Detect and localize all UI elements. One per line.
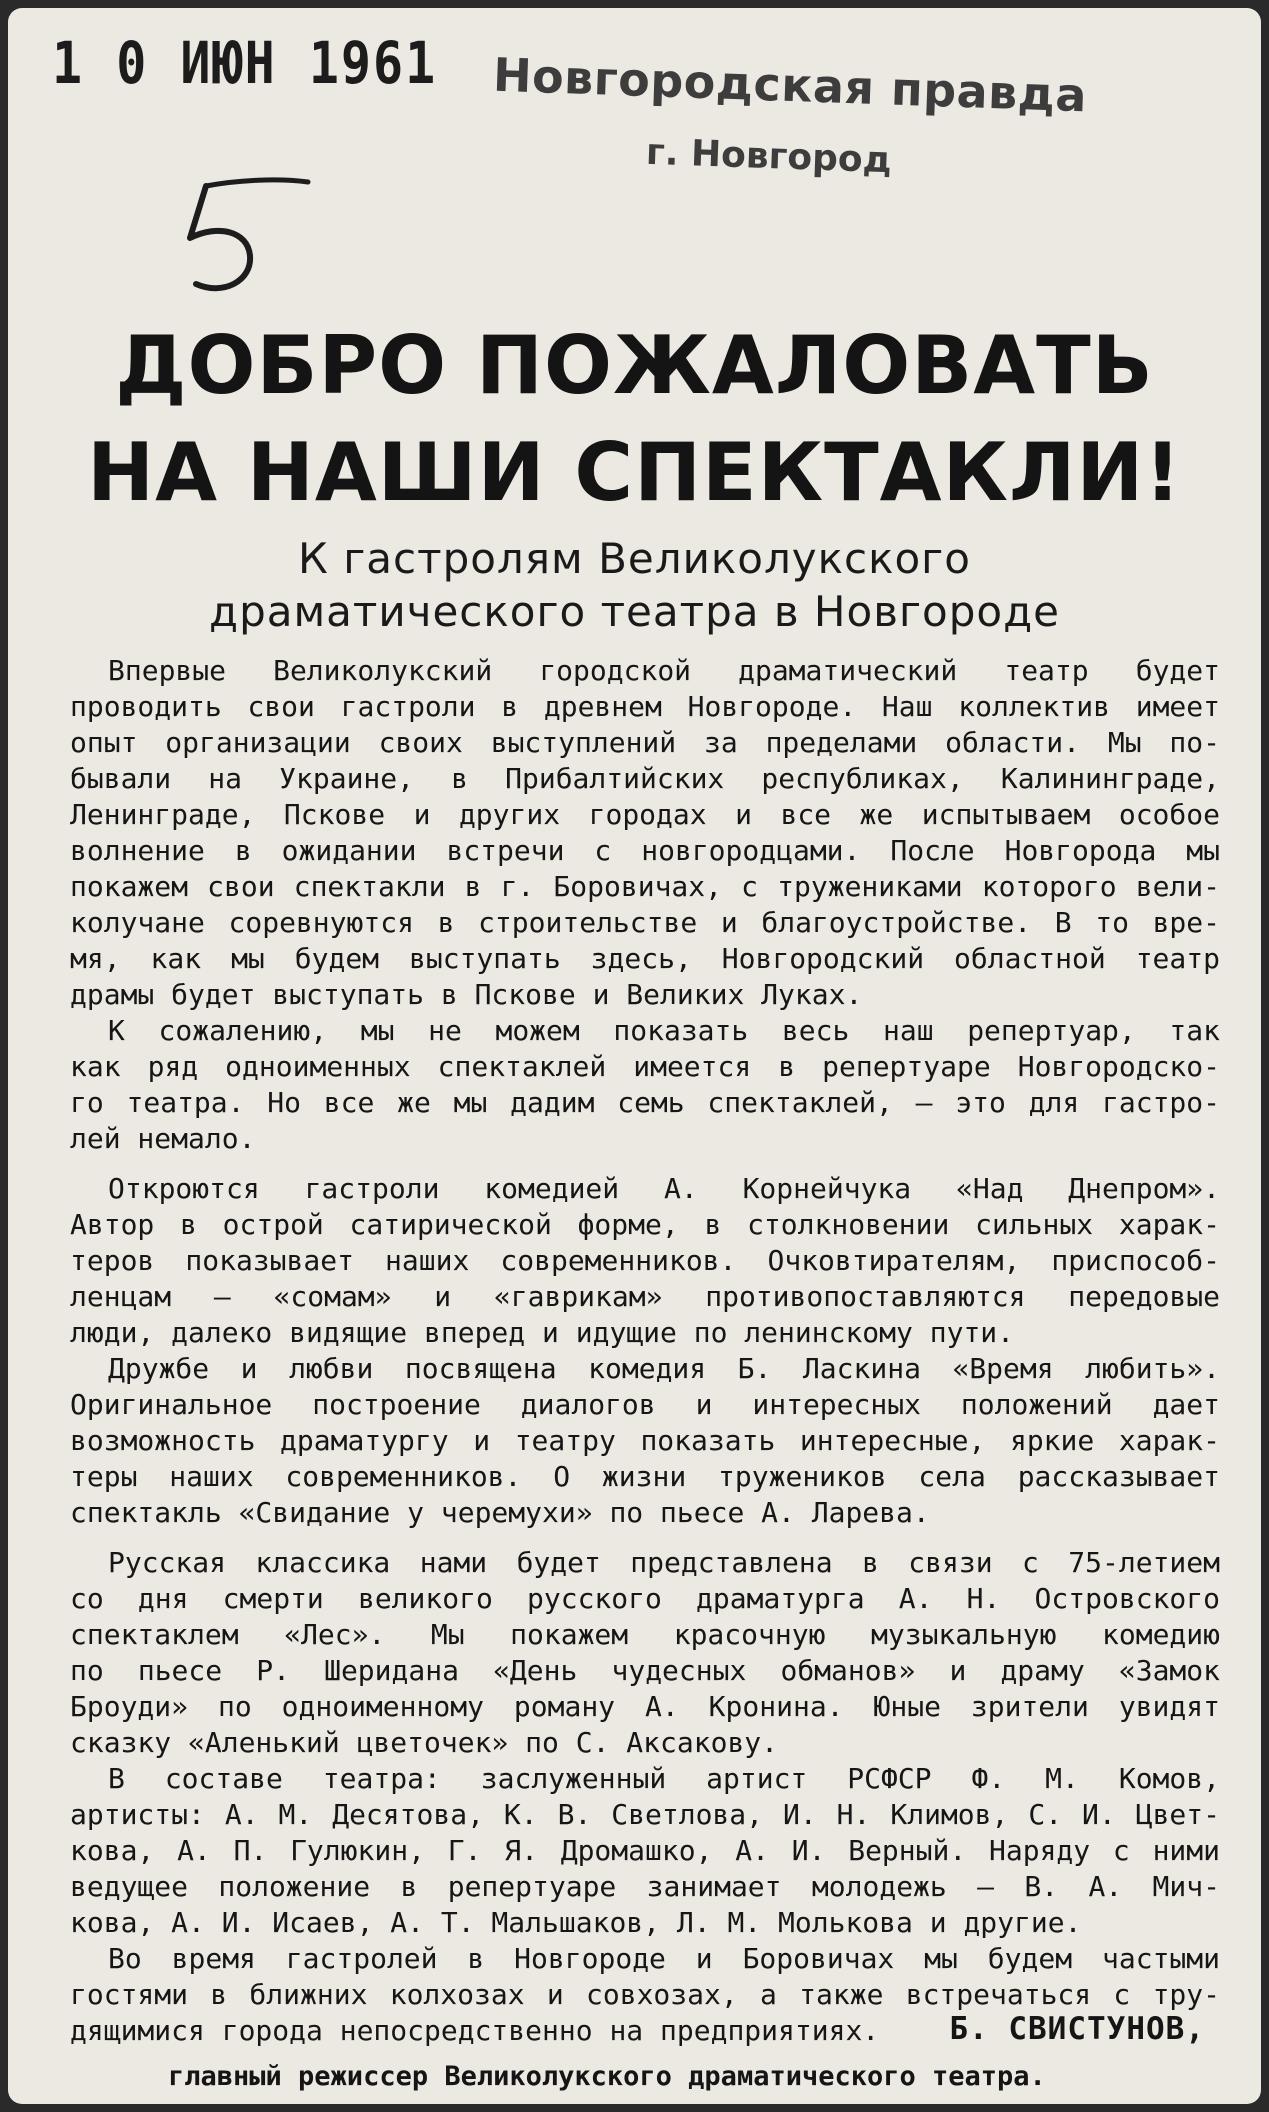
subheading-line-1: К гастролям Великолукского xyxy=(298,534,971,583)
article-line: драмы будет выступать в Пскове и Великих Луках. xyxy=(70,978,863,1011)
headline-line-1: ДОБРО ПОЖАЛОВАТЬ xyxy=(115,319,1154,412)
newspaper-name-stamp: Новгородская правда xyxy=(492,47,1088,123)
article-paragraph xyxy=(70,1171,1220,1351)
article-line: проводить свои гастроли в древнем Новгороде. Наш коллектив имеет xyxy=(70,690,1220,723)
article-line: теры наших современников. О жизни тружеников села рассказывает xyxy=(70,1460,1220,1493)
article-line: артисты: А. М. Десятова, К. В. Светлова, И. Н. Климов, С. И. Цвет- xyxy=(70,1798,1220,1831)
subheading-line-2: драматического театра в Новгороде xyxy=(209,587,1060,636)
article-line: го театра. Но все же мы дадим семь спектаклей, — это для гастро- xyxy=(70,1086,1220,1119)
article-line: В составе театра: заслуженный артист РСФСР Ф. М. Комов, xyxy=(108,1762,1220,1795)
article-line: со дня смерти великого русского драматурга А. Н. Островского xyxy=(70,1582,1220,1615)
headline-line-2: НА НАШИ СПЕКТАКЛИ! xyxy=(87,426,1182,519)
article-line: дящимися города непосредственно на предприятиях. xyxy=(70,2014,880,2047)
article-line: Русская классика нами будет представлена в связи с 75-летием xyxy=(108,1546,1220,1579)
article-line: спектаклем «Лес». Мы покажем красочную музыкальную комедию xyxy=(70,1618,1220,1651)
date-stamp: 1 0 ИЮН 1961 xyxy=(52,30,438,97)
article-line: волнение в ожидании встречи с новгородцами. После Новгорода мы xyxy=(70,834,1220,867)
article-line: Впервые Великолукский городской драматический театр будет xyxy=(108,654,1220,687)
article-line: ведущее положение в репертуаре занимает молодежь — В. А. Мич- xyxy=(70,1870,1220,1903)
article-line: кова, А. И. Исаев, А. Т. Мальшаков, Л. М. Молькова и другие. xyxy=(70,1906,1082,1939)
paragraph-gap xyxy=(70,1157,1220,1171)
article-line: спектакль «Свидание у черемухи» по пьесе А. Ларева. xyxy=(70,1496,930,1529)
article-paragraph xyxy=(70,1013,1220,1157)
article-line: Дружбе и любви посвящена комедия Б. Ласкина «Время любить». xyxy=(108,1352,1220,1385)
article-line: ленцам — «сомам» и «гаврикам» противопоставляются передовые xyxy=(70,1280,1220,1313)
article-line: бывали на Украине, в Прибалтийских республиках, Калининграде, xyxy=(70,762,1220,795)
article-line: Автор в острой сатирической форме, в столкновении сильных харак- xyxy=(70,1208,1220,1241)
article-line: Броуди» по одноименному роману А. Кронина. Юные зрители увидят xyxy=(70,1690,1220,1723)
article-line: мя, как мы будем выступать здесь, Новгородский областной театр xyxy=(70,942,1220,975)
article-line: по пьесе Р. Шеридана «День чудесных обманов» и драму «Замок xyxy=(70,1654,1220,1687)
article-line: Во время гастролей в Новгороде и Боровичах мы будем частыми xyxy=(108,1942,1220,1975)
author-signature: Б. СВИСТУНОВ, xyxy=(949,2011,1205,2047)
article-paragraph xyxy=(70,1351,1220,1531)
article-line: Оригинальное построение диалогов и интересных положений дает xyxy=(70,1388,1220,1421)
article-line: сказку «Аленький цветочек» по С. Аксакову. xyxy=(70,1726,779,1759)
article-body xyxy=(70,653,1220,2049)
article-line: возможность драматургу и театру показать интересные, яркие харак- xyxy=(70,1424,1220,1457)
article-line: покажем свои спектакли в г. Боровичах, с тружениками которого вели- xyxy=(70,870,1220,903)
article-paragraph xyxy=(70,1761,1220,1941)
handwritten-number-mark xyxy=(178,176,318,306)
city-stamp: г. Новгород xyxy=(645,131,893,182)
article-line: К сожалению, мы не можем показать весь наш репертуар, так xyxy=(108,1014,1220,1047)
article-paragraph xyxy=(70,1545,1220,1761)
article-line: теров показывает наших современников. Очковтирателям, приспособ- xyxy=(70,1244,1220,1277)
article-line: Ленинграде, Пскове и других городах и все же испытываем особое xyxy=(70,798,1220,831)
article-line: Откроются гастроли комедией А. Корнейчука «Над Днепром». xyxy=(108,1172,1220,1205)
article-line: кова, А. П. Гулюкин, Г. Я. Дромашко, А. И. Верный. Наряду с ними xyxy=(70,1834,1220,1867)
article-line: гостями в ближних колхозах и совхозах, а также встречаться с тру- xyxy=(70,1978,1220,2011)
article-line: лей немало. xyxy=(70,1122,256,1155)
article-line: как ряд одноименных спектаклей имеется в репертуаре Новгородско- xyxy=(70,1050,1220,1083)
article-line: колучане соревнуются в строительстве и благоустройстве. В то вре- xyxy=(70,906,1220,939)
article-line: люди, далеко видящие вперед и идущие по ленинскому пути. xyxy=(70,1316,1015,1349)
article-line: опыт организации своих выступлений за пределами области. Мы по- xyxy=(70,726,1220,759)
newspaper-clipping xyxy=(8,8,1261,2104)
article-paragraph xyxy=(70,653,1220,1013)
paragraph-gap xyxy=(70,1531,1220,1545)
author-title: главный режиссер Великолукского драматического театра. xyxy=(168,2061,1046,2092)
